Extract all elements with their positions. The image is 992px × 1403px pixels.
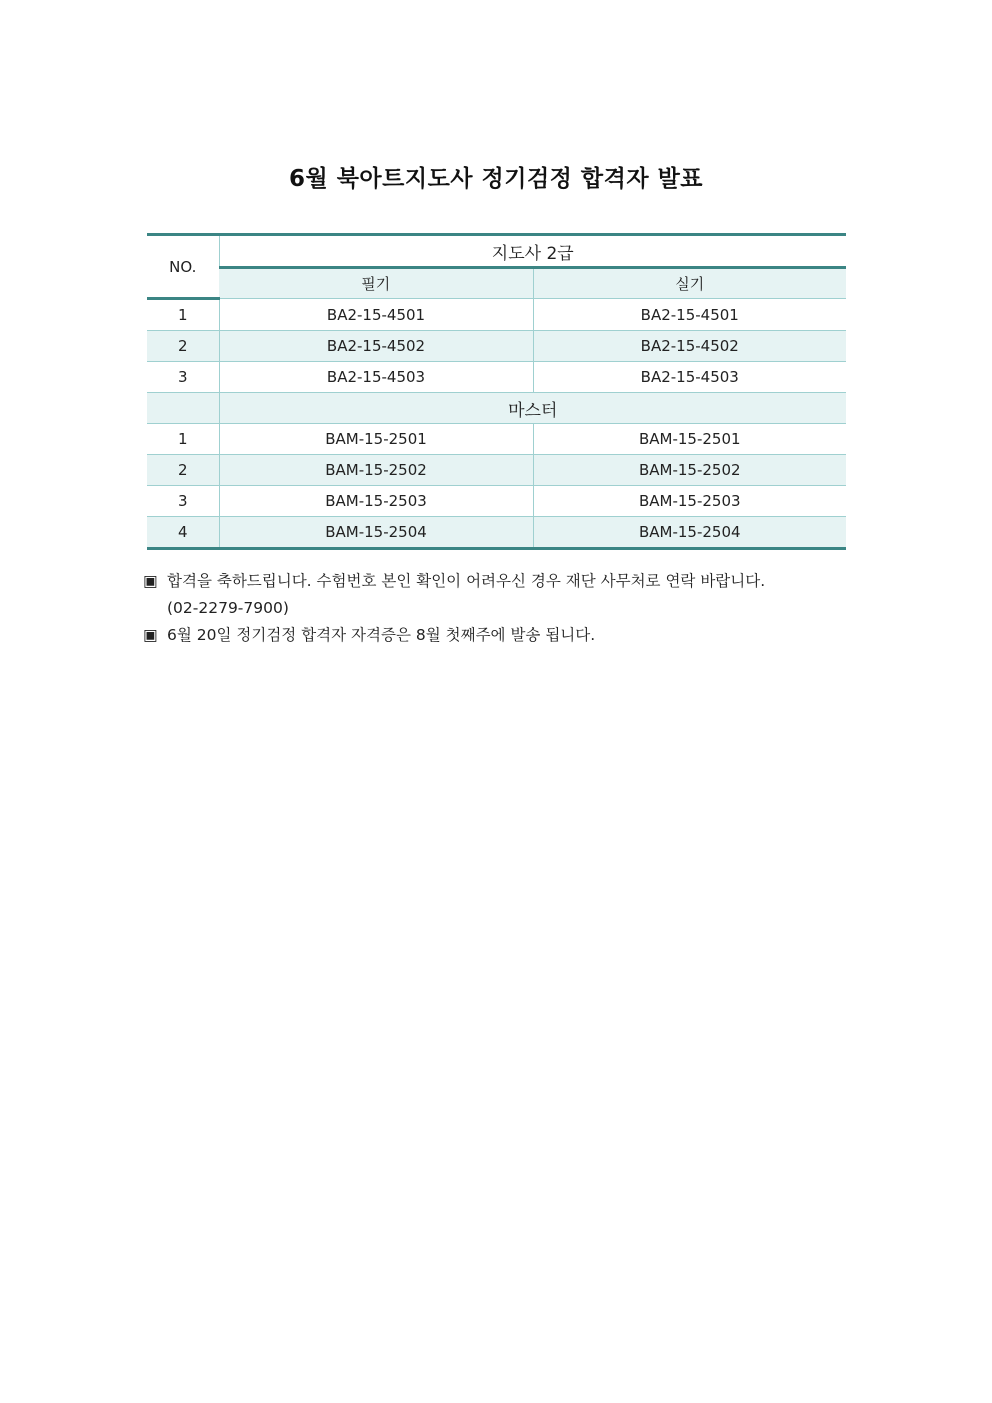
notes-section: [143, 568, 848, 649]
written-exam-id: BA2-15-4501: [219, 299, 533, 331]
table-row: [147, 299, 846, 331]
row-number: 1: [147, 424, 219, 455]
no-column-header: NO.: [147, 235, 219, 299]
row-number: 4: [147, 517, 219, 549]
note-item: [143, 568, 848, 595]
square-bullet-icon: ▣: [143, 626, 158, 644]
written-exam-id: BAM-15-2504: [219, 517, 533, 549]
practical-exam-id: BAM-15-2501: [533, 424, 846, 455]
written-exam-id: BA2-15-4502: [219, 331, 533, 362]
contact-phone: (02-2279-7900): [167, 599, 289, 617]
table-row: [147, 424, 846, 455]
practical-exam-id: BA2-15-4503: [533, 362, 846, 393]
note-item: [143, 622, 848, 649]
table-header-row: [147, 235, 846, 268]
practical-exam-id: BA2-15-4501: [533, 299, 846, 331]
table-subheader-row: [147, 268, 846, 299]
practical-exam-id: BAM-15-2502: [533, 455, 846, 486]
page-title: 6월 북아트지도사 정기검정 합격자 발표: [288, 166, 704, 192]
square-bullet-icon: ▣: [143, 572, 158, 590]
practical-exam-id: BAM-15-2503: [533, 486, 846, 517]
table-row: [147, 331, 846, 362]
written-exam-id: BAM-15-2503: [219, 486, 533, 517]
table-row: [147, 517, 846, 549]
group-header-instructor-2: 지도사 2급: [219, 235, 846, 268]
section-header-row: [147, 393, 846, 424]
table-row: [147, 486, 846, 517]
practical-column-header: 실기: [533, 268, 846, 299]
written-exam-id: BAM-15-2501: [219, 424, 533, 455]
row-number: 2: [147, 331, 219, 362]
written-exam-id: BA2-15-4503: [219, 362, 533, 393]
practical-exam-id: BA2-15-4502: [533, 331, 846, 362]
practical-exam-id: BAM-15-2504: [533, 517, 846, 549]
group-header-master: 마스터: [219, 393, 846, 424]
row-number: 1: [147, 299, 219, 331]
table-row: [147, 455, 846, 486]
table-row: [147, 362, 846, 393]
row-number: 2: [147, 455, 219, 486]
note-text: 합격을 축하드립니다. 수험번호 본인 확인이 어려우신 경우 재단 사무처로 연락 바랍니다.: [167, 572, 766, 590]
results-table: [147, 233, 846, 550]
written-exam-id: BAM-15-2502: [219, 455, 533, 486]
section-no-cell: [147, 393, 219, 424]
row-number: 3: [147, 362, 219, 393]
written-column-header: 필기: [219, 268, 533, 299]
row-number: 3: [147, 486, 219, 517]
note-text: 6월 20일 정기검정 합격자 자격증은 8월 첫째주에 발송 됩니다.: [167, 626, 596, 644]
